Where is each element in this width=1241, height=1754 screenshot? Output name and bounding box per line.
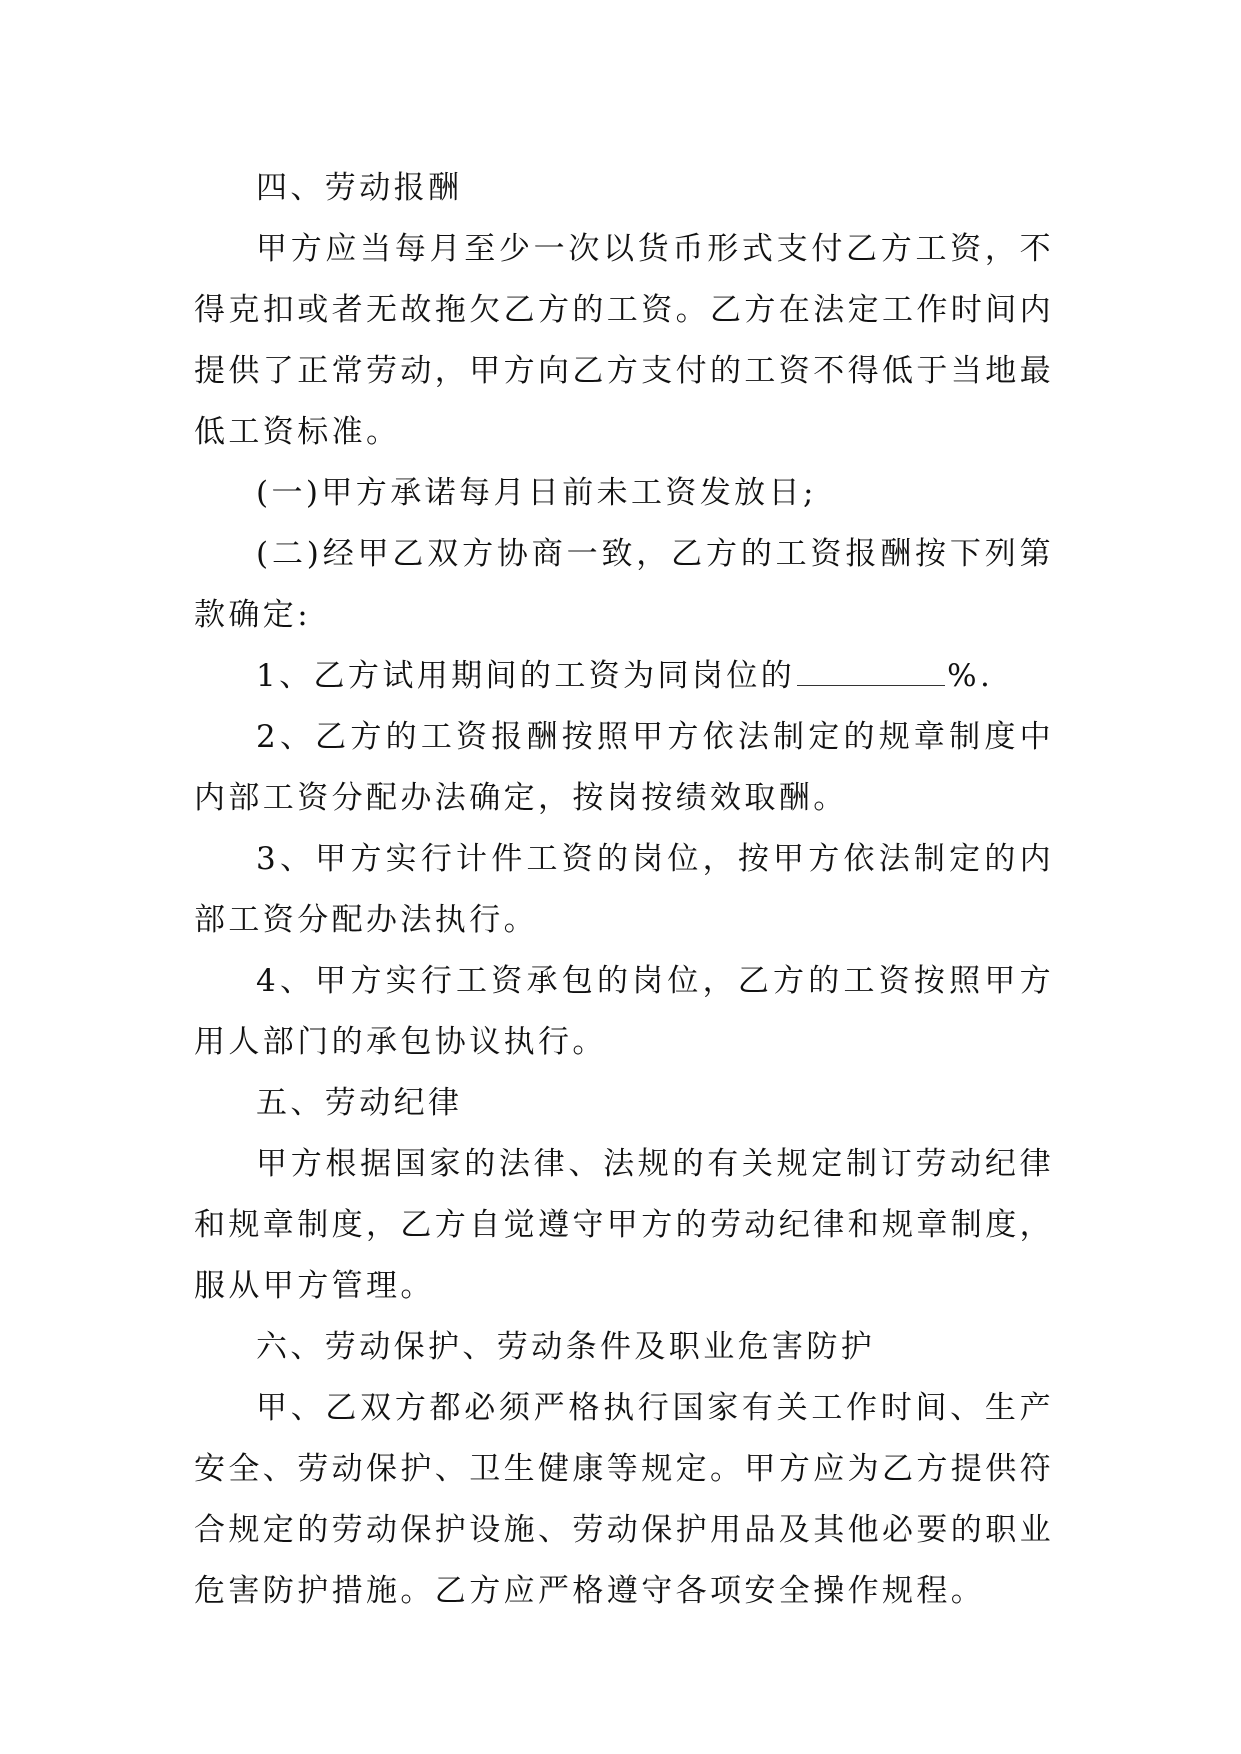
paragraph-wage-payment: 甲方应当每月至少一次以货币形式支付乙方工资，不得克扣或者无故拖欠乙方的工资。乙方在法定工作时间内提供了正常劳动，甲方向乙方支付的工资不得低于当地最低工资标准。 bbox=[194, 231, 1054, 450]
section-heading-wages: 四、劳动报酬 bbox=[256, 170, 463, 206]
probation-wage-text: 1、乙方试用期间的工资为同岗位的 bbox=[256, 658, 796, 694]
document-body bbox=[194, 158, 1054, 1622]
paragraph-discipline: 甲方根据国家的法律、法规的有关规定制订劳动纪律和规章制度，乙方自觉遵守甲方的劳动纪律和规章制度，服从甲方管理。 bbox=[194, 1146, 1054, 1304]
list-item-piece-rate: 3、甲方实行计件工资的岗位，按甲方依法制定的内部工资分配办法执行。 bbox=[194, 841, 1054, 938]
section-heading-discipline: 五、劳动纪律 bbox=[256, 1085, 463, 1121]
list-item-probation-wage bbox=[194, 646, 1054, 707]
paragraph-protection: 甲、乙双方都必须严格执行国家有关工作时间、生产安全、劳动保护、卫生健康等规定。甲方应为乙方提供符合规定的劳动保护设施、劳动保护用品及其他必要的职业危害防护措施。乙方应严格遵守各项安全操作规程。 bbox=[194, 1390, 1054, 1609]
list-item-internal-distribution: 2、乙方的工资报酬按照甲方依法制定的规章制度中内部工资分配办法确定，按岗按绩效取酬。 bbox=[194, 719, 1054, 816]
percent-sign: %. bbox=[947, 658, 994, 694]
paragraph-payday-commitment: (一)甲方承诺每月日前未工资发放日; bbox=[256, 475, 817, 511]
section-heading-protection: 六、劳动保护、劳动条件及职业危害防护 bbox=[256, 1329, 876, 1365]
paragraph-wage-method: (二)经甲乙双方协商一致，乙方的工资报酬按下列第款确定: bbox=[194, 536, 1054, 633]
list-item-contract-wage: 4、甲方实行工资承包的岗位，乙方的工资按照甲方用人部门的承包协议执行。 bbox=[194, 963, 1054, 1060]
fill-in-blank[interactable] bbox=[797, 681, 945, 686]
